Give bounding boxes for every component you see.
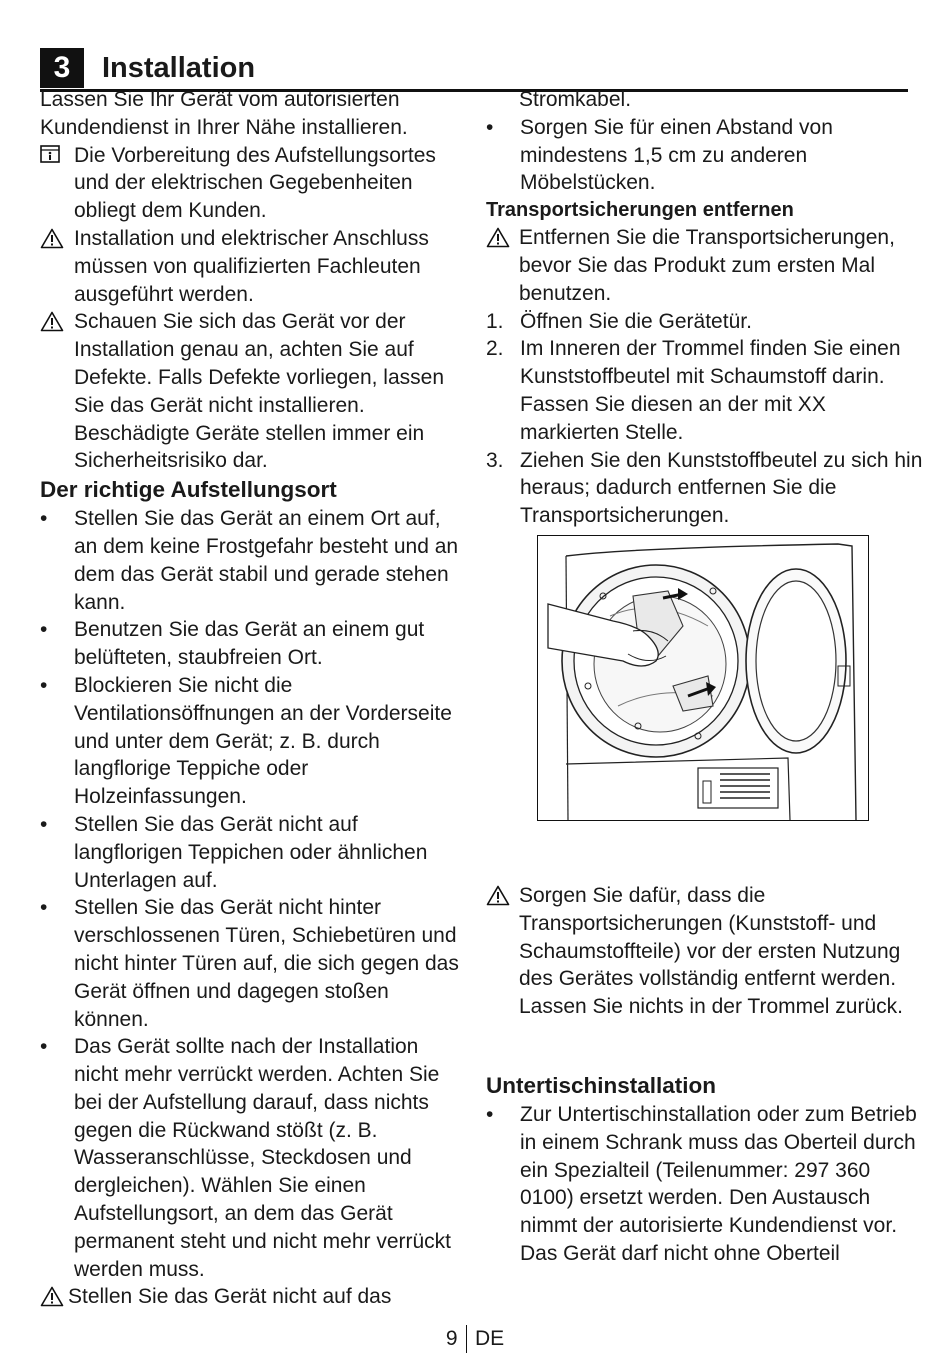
warning-icon <box>486 224 514 252</box>
warning-icon <box>40 225 74 253</box>
info-note <box>40 142 466 225</box>
list-item <box>40 894 466 1033</box>
info-icon <box>40 142 74 170</box>
bullet-icon: • <box>486 115 494 139</box>
warning-note <box>40 225 466 308</box>
warning-note <box>486 882 926 1021</box>
list-item-text: Benutzen Sie das Gerät an einem gut belüfteten, staubfreien Ort. <box>74 618 425 670</box>
chapter-title: Installation <box>102 52 256 84</box>
list-item-text: Stellen Sie das Gerät nicht auf langflorigen Teppichen oder ähnlichen Unterlagen auf. <box>74 812 428 892</box>
list-item <box>40 505 466 616</box>
list-item <box>40 1033 466 1283</box>
warning-icon <box>40 308 74 336</box>
info-note-text: Die Vorbereitung des Aufstellungsortes und der elektrischen Gegebenheiten obliegt dem Kunden. <box>74 143 436 223</box>
list-item-text: Zur Untertischinstallation oder zum Betrieb in einem Schrank muss das Oberteil durch ein Spezialteil (Teilenummer: 297 360 0100) ersetzt werden. Den Austausch nimmt der autorisierte Kundendienst vor. Das Gerät darf nicht ohne Oberteil <box>520 1102 917 1265</box>
step-item <box>486 308 926 336</box>
step-number: 3. <box>486 448 504 472</box>
page-number: 9 <box>445 1327 458 1350</box>
warning-icon <box>40 1283 68 1311</box>
warning-note <box>486 224 926 307</box>
list-item-text: Das Gerät sollte nach der Installation nicht mehr verrückt werden. Achten Sie bei der Aufstellung darauf, dass nichts gegen die Rückwand stößt (z. B. Wasseranschlüsse, Steckdosen und dergleichen). Wählen Sie einen Aufstellungsort, an dem das Gerät permanent steht und nicht mehr verrückt werden muss. <box>74 1035 452 1281</box>
list-item-text: Blockieren Sie nicht die Ventilationsöffnungen an der Vorderseite und unter dem Gerät; z. B. durch langflorige Teppiche oder Holzeinfassungen. <box>74 673 452 809</box>
warning-icon <box>486 882 514 910</box>
warning-note-text: Sorgen Sie dafür, dass die Transportsicherungen (Kunststoff- und Schaumstoffteile) vor der ersten Nutzung des Gerätes vollständig entfernt werden. Lassen Sie nichts in der Trommel zurück. <box>519 883 903 1019</box>
list-item-text: Stellen Sie das Gerät nicht hinter verschlossenen Türen, Schiebetüren und nicht hinter Türen auf, die sich gegen das Gerät öffnen und dagegen stoßen können. <box>74 896 459 1031</box>
footer-divider <box>466 1325 468 1353</box>
list-item <box>40 616 466 672</box>
step-number: 2. <box>486 337 504 361</box>
bullet-icon: • <box>40 673 48 697</box>
section-heading-undercounter: Untertischinstallation <box>486 1072 717 1098</box>
step-item <box>486 447 926 530</box>
warning-note <box>40 1283 466 1311</box>
step-text: Im Inneren der Trommel finden Sie einen Kunststoffbeutel mit Schaumstoff darin. Fassen Sie diesen an der mit XX markierten Stelle. <box>520 337 901 444</box>
step-number: 1. <box>486 309 504 333</box>
warning-note <box>40 308 466 475</box>
step-text: Öffnen Sie die Gerätetür. <box>520 309 752 333</box>
list-item <box>486 114 926 197</box>
bullet-icon: • <box>486 1102 494 1126</box>
bullet-icon: • <box>40 896 48 920</box>
step-item <box>486 335 926 446</box>
warning-note-text: Stellen Sie das Gerät nicht auf das <box>68 1285 392 1309</box>
continued-text: Stromkabel. <box>519 88 632 111</box>
section-heading-location: Der richtige Aufstellungsort <box>40 477 337 503</box>
spacer <box>486 1021 926 1071</box>
left-column <box>40 86 466 1311</box>
warning-note-text: Schauen Sie sich das Gerät vor der Installation genau an, achten Sie auf Defekte. Falls Defekte vorliegen, lassen Sie das Gerät nicht installieren. Beschädigte Geräte stellen immer ein Sicherheitsrisiko dar. <box>74 310 445 473</box>
bullet-icon: • <box>40 618 48 642</box>
list-item-text: Sorgen Sie für einen Abstand von mindestens 1,5 cm zu anderen Möbelstücken. <box>520 115 833 195</box>
language-code: DE <box>475 1327 505 1350</box>
chapter-number-badge: 3 <box>40 48 84 88</box>
dryer-illustration <box>537 535 869 821</box>
list-item <box>40 672 466 811</box>
list-item-text: Stellen Sie das Gerät an einem Ort auf, an dem keine Frostgefahr besteht und an dem das Gerät stabil und gerade stehen kann. <box>74 507 459 614</box>
bullet-icon: • <box>40 812 48 836</box>
bullet-icon: • <box>40 1035 48 1059</box>
list-item <box>40 811 466 894</box>
warning-note-text: Entfernen Sie die Transportsicherungen, bevor Sie das Produkt zum ersten Mal benutzen. <box>519 226 895 305</box>
list-item <box>486 1101 926 1268</box>
page-footer <box>0 1325 950 1353</box>
section-heading-transport: Transportsicherungen entfernen <box>486 199 794 222</box>
intro-text: Lassen Sie Ihr Gerät vom autorisierten Kundendienst in Ihrer Nähe installieren. <box>40 88 408 139</box>
warning-note-text: Installation und elektrischer Anschluss müssen von qualifizierten Fachleuten ausgeführt werden. <box>74 226 429 306</box>
bullet-icon: • <box>40 507 48 531</box>
step-text: Ziehen Sie den Kunststoffbeutel zu sich hin heraus; dadurch entfernen Sie die Transportsicherungen. <box>520 448 923 528</box>
chapter-header <box>40 45 908 92</box>
